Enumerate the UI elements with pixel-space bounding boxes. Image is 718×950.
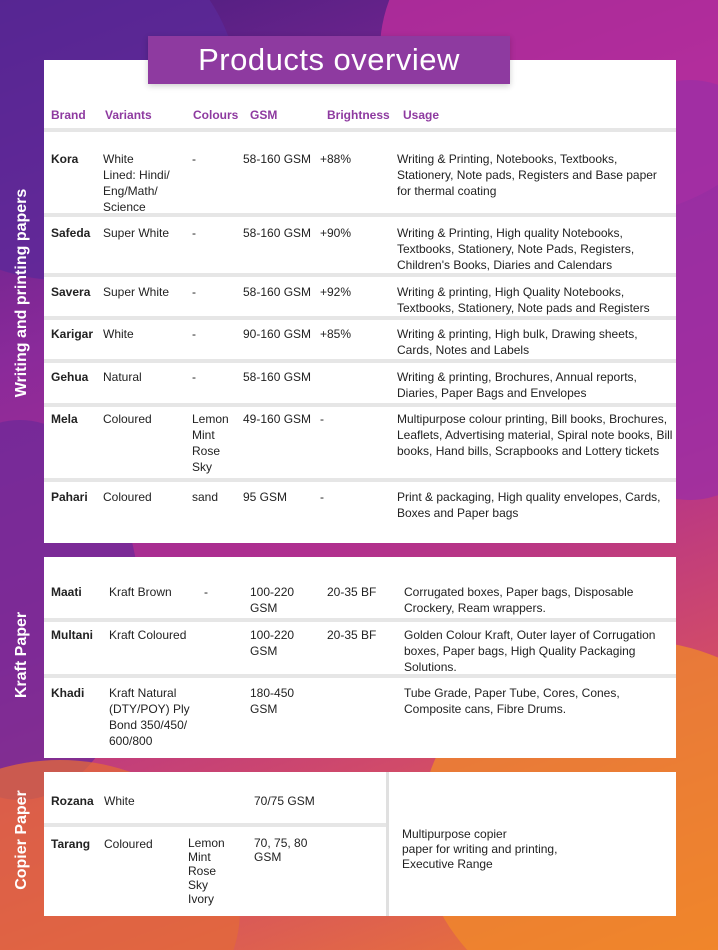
usage-cell: Writing & printing, High bulk, Drawing sheets, Cards, Notes and Labels	[397, 327, 638, 357]
section-label-copier: Copier Paper	[13, 790, 30, 890]
header-colours: Colours	[193, 108, 239, 122]
gsm-cell: 58-160 GSM	[243, 226, 312, 240]
variants-cell: Coloured	[103, 490, 152, 504]
gsm-cell: 58-160 GSM	[243, 152, 312, 166]
header-brightness: Brightness	[327, 108, 390, 122]
brightness-cell: -	[320, 412, 324, 426]
strength-cell: 20-35 BF	[327, 585, 377, 599]
divider	[44, 823, 386, 827]
variants-cell: White	[103, 327, 134, 341]
gsm-cell: 180-450 GSM	[250, 686, 295, 716]
divider	[44, 403, 676, 407]
gsm-cell: 58-160 GSM	[243, 370, 312, 384]
gsm-cell: 90-160 GSM	[243, 327, 312, 341]
variants-cell: Super White	[103, 226, 170, 240]
brand-cell: Karigar	[51, 327, 94, 341]
brand-cell: Pahari	[51, 490, 88, 504]
brand-cell: Gehua	[51, 370, 89, 384]
brand-cell: Mela	[51, 412, 78, 426]
colours-cell: -	[192, 285, 196, 299]
brand-cell: Tarang	[51, 837, 91, 851]
usage-cell: Writing & Printing, High quality Notebooks, Textbooks, Stationery, Note Pads, Registers, Children's Books, Diaries and Calendars	[397, 226, 635, 272]
variants-cell: Kraft Natural (DTY/POY) Ply Bond 350/450/ 600/800	[109, 686, 190, 748]
colours-cell: Lemon Mint Rose Sky	[192, 412, 229, 474]
header-usage: Usage	[403, 108, 440, 122]
variants-cell: White Lined: Hindi/ Eng/Math/ Science	[103, 152, 170, 214]
gsm-cell: 100-220 GSM	[250, 585, 295, 615]
variants-cell: Super White	[103, 285, 170, 299]
header-brand: Brand	[51, 108, 86, 122]
gsm-cell: 70/75 GSM	[254, 794, 315, 808]
brightness-cell: +92%	[320, 285, 352, 299]
usage-cell: Writing & Printing, Notebooks, Textbooks, Stationery, Note pads, Registers and Base paper for thermal coating	[397, 152, 657, 198]
section-label-writing: Writing and printing papers	[13, 188, 30, 398]
divider	[44, 128, 676, 132]
brand-cell: Rozana	[51, 794, 94, 808]
variants-cell: Coloured	[104, 837, 153, 851]
variants-cell: Kraft Coloured	[109, 628, 187, 642]
divider	[386, 772, 389, 916]
divider	[44, 359, 676, 363]
colours-cell: -	[192, 226, 196, 240]
brightness-cell: +88%	[320, 152, 352, 166]
usage-cell: Corrugated boxes, Paper bags, Disposable Crockery, Ream wrappers.	[404, 585, 634, 615]
colours-cell: -	[204, 585, 208, 599]
gsm-cell: 100-220 GSM	[250, 628, 295, 658]
usage-cell: Writing & printing, Brochures, Annual reports, Diaries, Paper Bags and Envelopes	[397, 370, 637, 400]
brand-cell: Kora	[51, 152, 79, 166]
usage-cell: Writing & printing, High Quality Notebooks, Textbooks, Stationery, Note pads and Registers	[397, 285, 650, 315]
header-variants: Variants	[105, 108, 152, 122]
usage-cell: Tube Grade, Paper Tube, Cores, Cones, Composite cans, Fibre Drums.	[404, 686, 620, 716]
divider	[44, 273, 676, 277]
variants-cell: White	[104, 794, 135, 808]
colours-cell: -	[192, 327, 196, 341]
brightness-cell: +85%	[320, 327, 352, 341]
colours-cell: sand	[192, 490, 219, 504]
divider	[44, 316, 676, 320]
variants-cell: Coloured	[103, 412, 152, 426]
brightness-cell: +90%	[320, 226, 352, 240]
divider	[44, 618, 676, 622]
strength-cell: 20-35 BF	[327, 628, 377, 642]
brightness-cell: -	[320, 490, 324, 504]
gsm-cell: 95 GSM	[243, 490, 288, 504]
gsm-cell: 70, 75, 80 GSM	[254, 836, 308, 864]
header-gsm: GSM	[250, 108, 278, 122]
colours-cell: -	[192, 370, 196, 384]
usage-cell: Print & packaging, High quality envelopes, Cards, Boxes and Paper bags	[397, 490, 661, 520]
divider	[44, 478, 676, 482]
usage-cell: Multipurpose colour printing, Bill books, Brochures, Leaflets, Advertising material, Spiral note books, Bill books, Hand bills, Scrapbooks and Lottery tickets	[397, 412, 673, 458]
brand-cell: Maati	[51, 585, 82, 599]
brand-cell: Multani	[51, 628, 93, 642]
brand-cell: Safeda	[51, 226, 91, 240]
variants-cell: Natural	[103, 370, 142, 384]
usage-cell: Golden Colour Kraft, Outer layer of Corrugation boxes, Paper bags, High Quality Packaging Solutions.	[404, 628, 656, 674]
brand-cell: Khadi	[51, 686, 85, 700]
colours-cell: Lemon Mint Rose Sky Ivory	[188, 836, 225, 906]
colours-cell: -	[192, 152, 196, 166]
variants-cell: Kraft Brown	[109, 585, 172, 599]
gsm-cell: 49-160 GSM	[243, 412, 312, 426]
page-title: Products overview	[148, 36, 510, 84]
section-label-kraft: Kraft Paper	[13, 611, 30, 699]
gsm-cell: 58-160 GSM	[243, 285, 312, 299]
brand-cell: Savera	[51, 285, 91, 299]
copier-usage-cell: Multipurpose copier paper for writing and printing, Executive Range	[402, 827, 558, 871]
